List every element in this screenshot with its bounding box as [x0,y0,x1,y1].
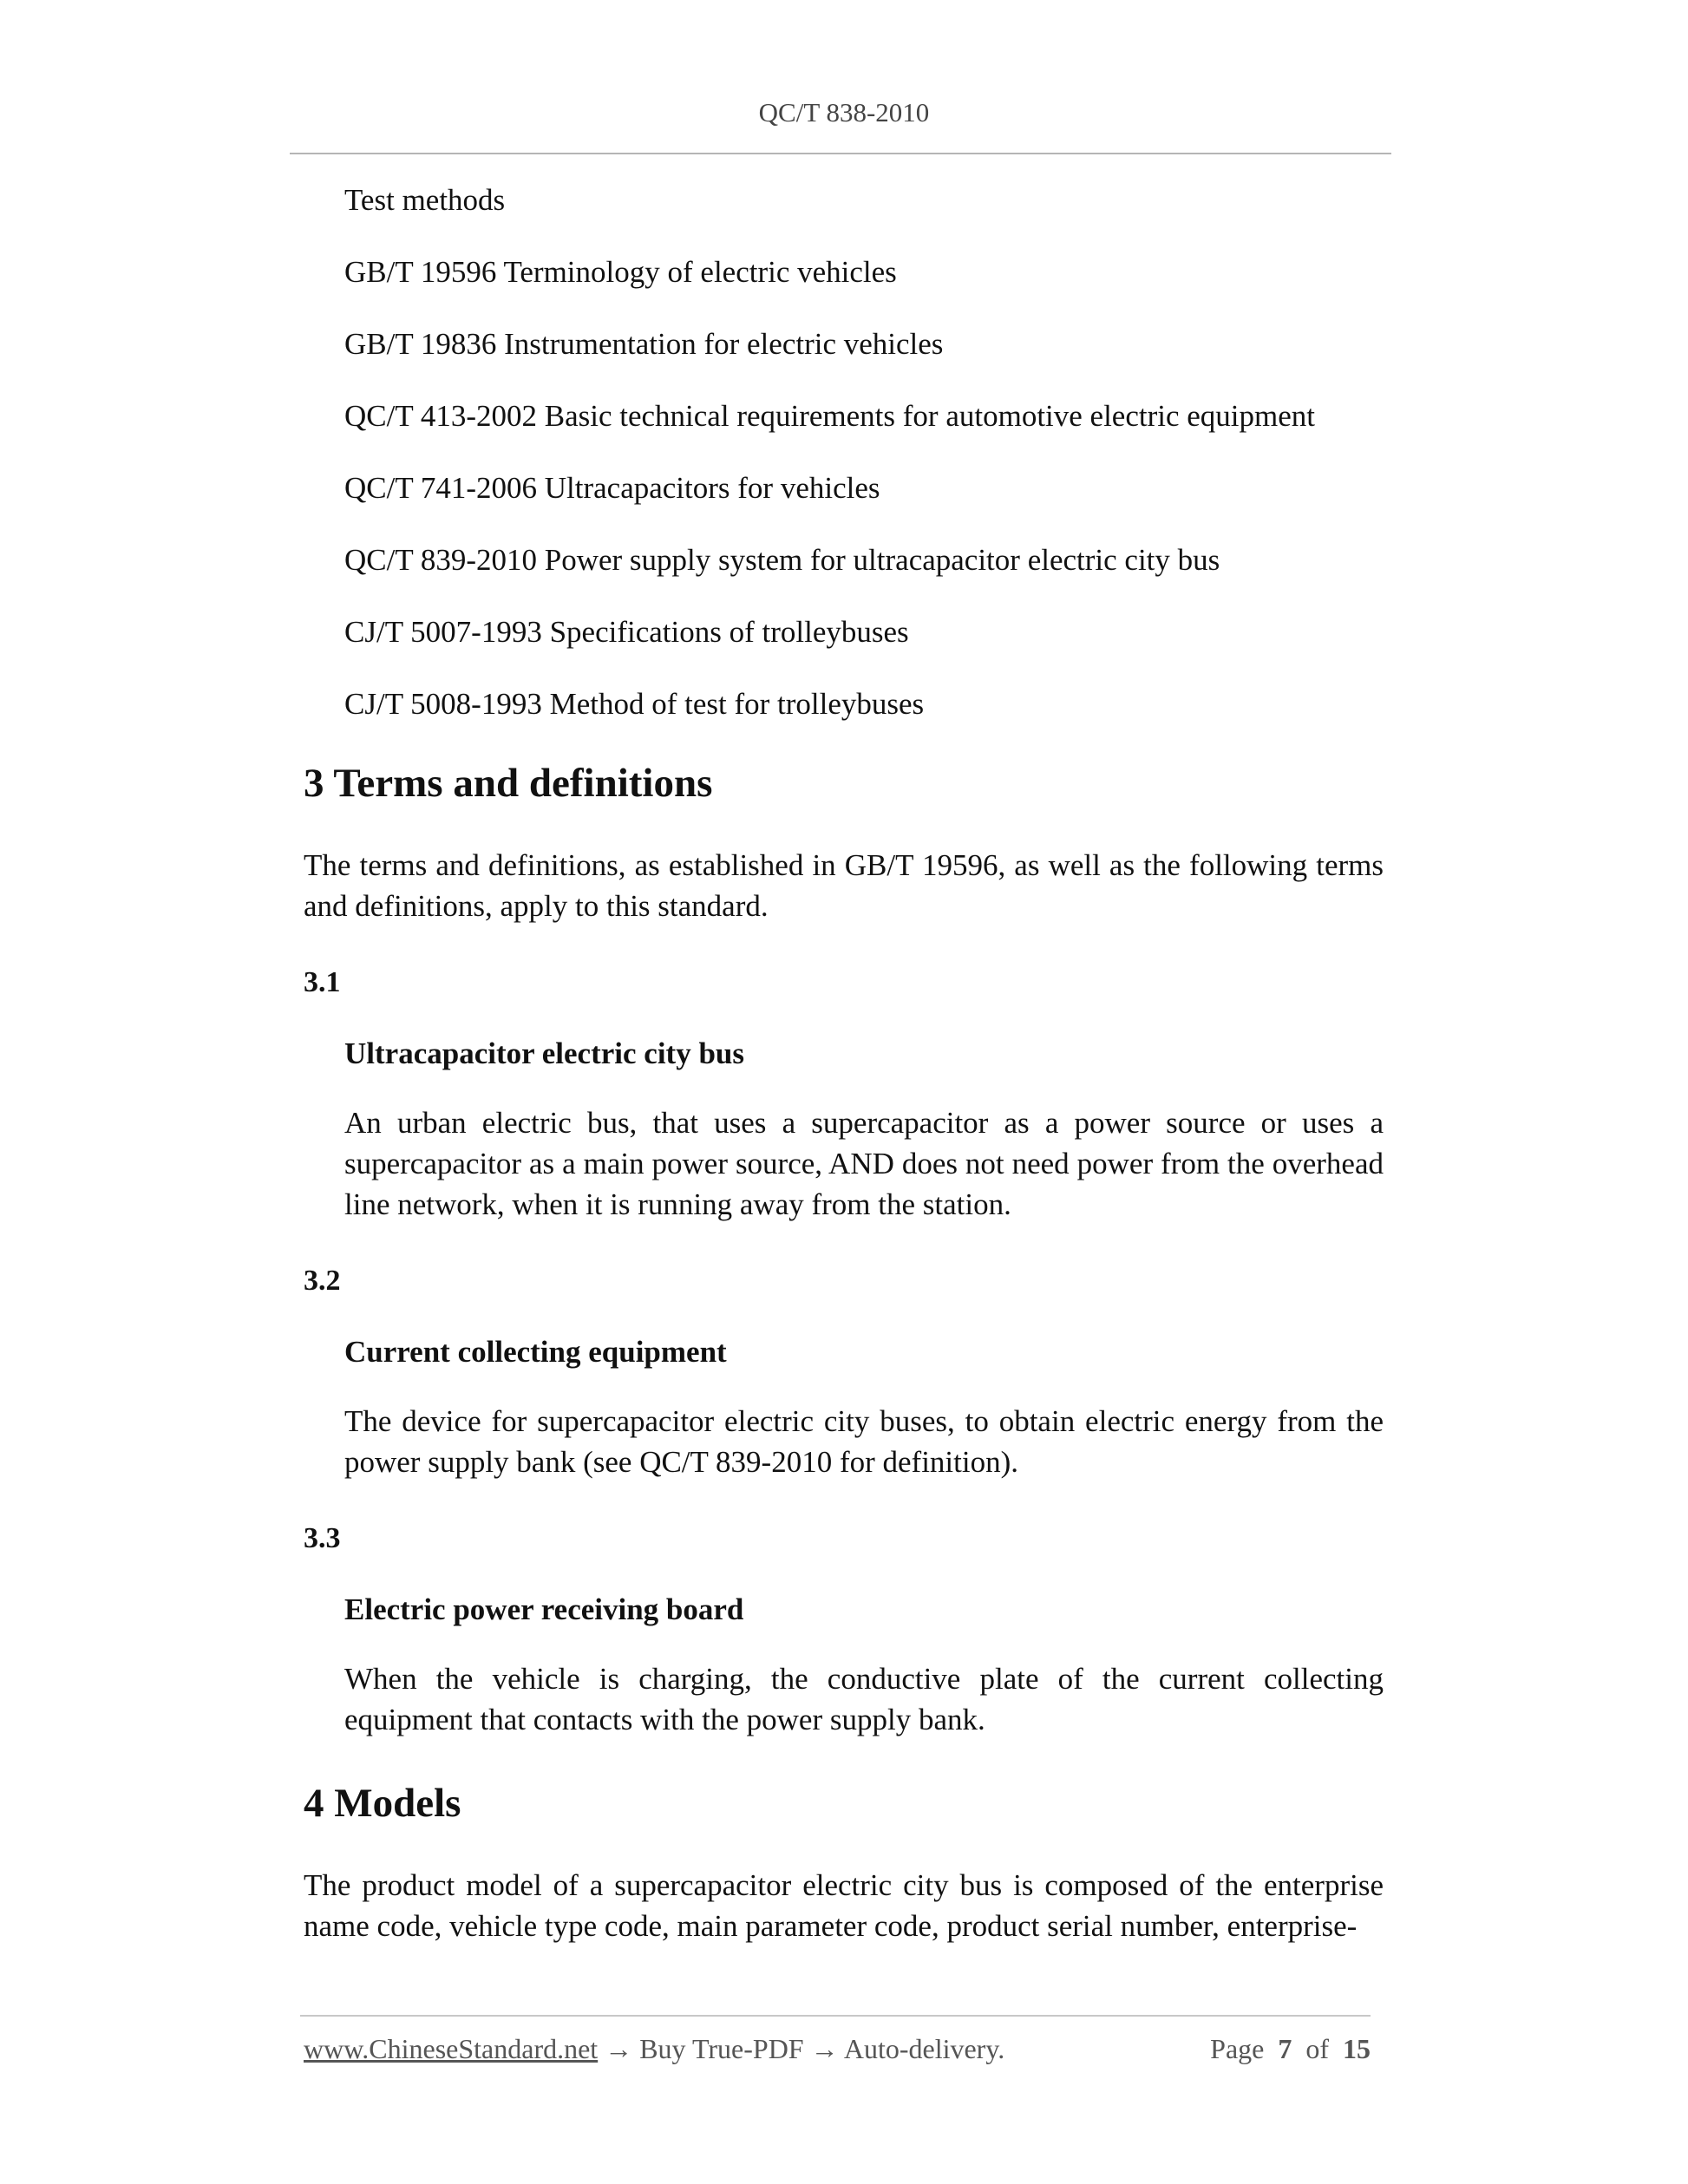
footer-divider [300,2015,1371,2017]
term-3-1 [304,966,1384,1225]
term-title: Ultracapacitor electric city bus [344,1036,744,1070]
reference-item: QC/T 413-2002 Basic technical requirements for automotive electric equipment [344,399,1316,433]
page-label: Page [1210,2033,1265,2064]
section-3-heading: 3 Terms and definitions [304,761,713,806]
reference-item: Test methods [344,183,506,217]
section-4-text: The product model of a supercapacitor electric city bus is composed of the enterprise name code, vehicle type code, main parameter code, product serial number, enterprise- [304,1868,1384,1943]
term-3-2 [304,1265,1384,1482]
page-total: 15 [1343,2033,1371,2064]
page-footer [304,2033,1371,2071]
page-current: 7 [1278,2033,1292,2064]
reference-item: CJ/T 5007-1993 Specifications of trolleybuses [344,615,909,649]
page-header [0,97,1688,128]
term-definition: An urban electric bus, that uses a supercapacitor as a power source or uses a supercapacitor as a main power source, AND does not need power from the overhead line network, when it is running away from the station. [344,1106,1384,1221]
term-definition: The device for supercapacitor electric city buses, to obtain electric energy from the power supply bank (see QC/T 839-2010 for definition). [344,1404,1384,1479]
footer-promo [304,2033,1004,2065]
document-code: QC/T 838-2010 [758,97,930,128]
reference-item: QC/T 839-2010 Power supply system for ultracapacitor electric city bus [344,543,1220,577]
site-link[interactable]: www.ChineseStandard.net [304,2033,599,2064]
section-3-intro: The terms and definitions, as established in GB/T 19596, as well as the following terms and definitions, apply to this standard. [304,848,1384,923]
term-number: 3.1 [304,966,341,998]
reference-item: CJ/T 5008-1993 Method of test for trolleybuses [344,687,925,721]
reference-item: GB/T 19596 Terminology of electric vehicles [344,255,897,289]
term-3-3 [304,1522,1384,1740]
page-content [304,184,1384,1986]
term-title: Electric power receiving board [344,1592,744,1626]
page-indicator [1210,2033,1371,2065]
normative-references-list [304,184,1384,721]
reference-item: GB/T 19836 Instrumentation for electric vehicles [344,327,944,361]
term-title: Current collecting equipment [344,1335,727,1369]
term-definition: When the vehicle is charging, the conductive plate of the current collecting equipment that contacts with the power supply bank. [344,1662,1384,1736]
of-label: of [1305,2033,1329,2064]
reference-item: QC/T 741-2006 Ultracapacitors for vehicles [344,471,880,505]
term-number: 3.2 [304,1265,341,1297]
footer-tagline: → Buy True-PDF → Auto-delivery. [598,2033,1005,2064]
term-number: 3.3 [304,1522,341,1554]
header-divider [290,153,1391,154]
section-4-heading: 4 Models [304,1781,461,1826]
